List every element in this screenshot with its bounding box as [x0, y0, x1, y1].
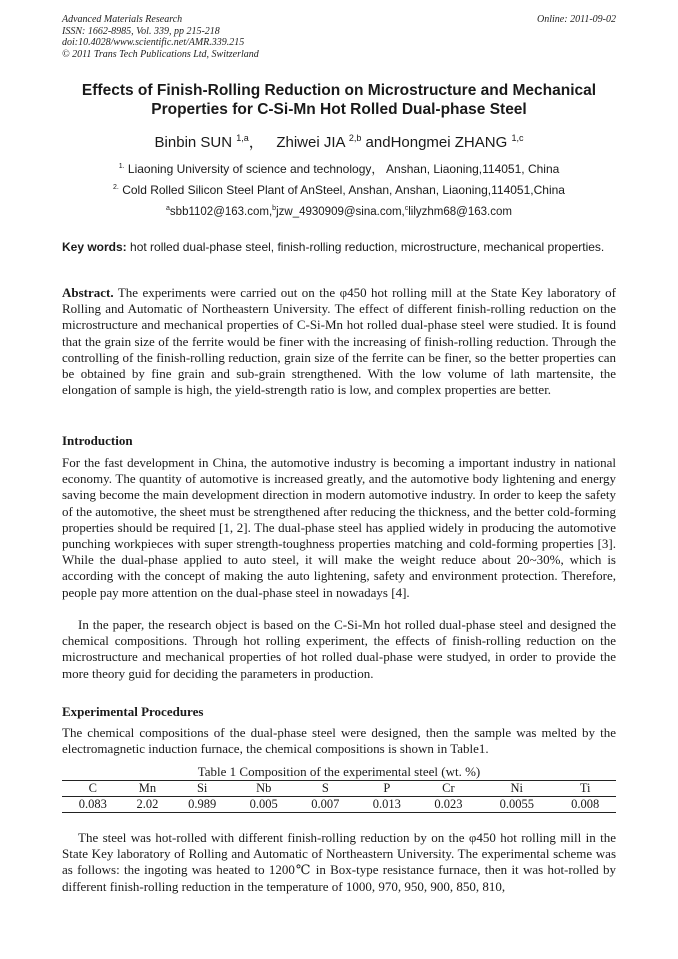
- keywords-text: hot rolled dual-phase steel, finish-rolling reduction, microstructure, mechanical properties.: [126, 240, 605, 254]
- affiliation-number: 2.: [113, 184, 119, 191]
- affiliation-number: 1.: [118, 163, 125, 170]
- email-link[interactable]: lilyzhm68@163.com: [408, 205, 512, 218]
- author-separator: and: [361, 134, 391, 151]
- experimental-paragraph-1: The chemical compositions of the dual-phase steel were designed, then the sample was melted by the electromagnetic induction furnace, the chemical compositions is shown in Table1.: [62, 725, 616, 757]
- email-link[interactable]: sbb1102@163.com,: [169, 205, 273, 218]
- table-cell: 0.989: [171, 797, 233, 813]
- table-header-cell: C: [62, 781, 124, 797]
- author-affiliation-mark: 2,b: [348, 133, 362, 143]
- journal-issn: ISSN: 1662-8985, Vol. 339, pp 215-218: [62, 25, 220, 37]
- author-affiliation-mark: 1,c: [511, 133, 524, 143]
- introduction-heading: Introduction: [62, 433, 133, 448]
- affiliation-2: [62, 183, 616, 197]
- author-name: Hongmei ZHANG: [390, 134, 508, 151]
- introduction-paragraph-1: For the fast development in China, the automotive industry is becoming a important industry in national economy. The quantity of automotive is increased greatly, and the automotive body lightening and energy saving become the main development direction in modern automotive industry. In order to keep the safety of the automotive, the sheet must be strengthened after reducing the thickness, and the better cold-forming properties should be required [1, 2]. The dual-phase steel has applied widely in producing the automotive punching workpieces with super strength-toughness properties matching and cold-forming properties [3]. While the dual-phase applied to auto steel, it will make the weight reduce about 20~30%, which is according with the concept of making the auto lightening, safety and environment protection. Therefore, people pay more attention on the dual-phase steel in nowadays [4].: [62, 455, 616, 600]
- experimental-heading: Experimental Procedures: [62, 704, 204, 719]
- email-link[interactable]: jzw_4930909@sina.com,: [276, 205, 405, 218]
- table-cell: 0.008: [554, 797, 616, 813]
- journal-name: Advanced Materials Research: [62, 14, 183, 25]
- journal-doi: doi:10.4028/www.scientific.net/AMR.339.215: [62, 37, 245, 48]
- table-header-cell: Cr: [418, 781, 480, 797]
- affiliation-text: Liaoning University of science and technology， Anshan, Liaoning,114051, China: [127, 162, 560, 176]
- table-cell: 0.083: [62, 797, 124, 813]
- table-cell: 0.005: [233, 797, 295, 813]
- abstract: [62, 285, 616, 398]
- table-header-cell: Ni: [479, 781, 554, 797]
- table-header-cell: Mn: [124, 781, 172, 797]
- email-mark: a: [166, 205, 170, 212]
- table-header-row: [62, 781, 616, 797]
- author-emails: [62, 205, 616, 218]
- introduction-paragraph-2: In the paper, the research object is based on the C-Si-Mn hot rolled dual-phase steel and designed the chemical compositions. Through hot rolling experiment, the effects of finish-rolling reduction on the microstructure and mechanical properties of hot rolled dual-phase were studyed, in order to provide the more theory guid for deciding the parameters in production.: [62, 617, 616, 681]
- table-cell: 0.013: [356, 797, 418, 813]
- table-header-cell: P: [356, 781, 418, 797]
- journal-copyright: © 2011 Trans Tech Publications Ltd, Switzerland: [62, 48, 259, 60]
- table-cell: 0.023: [418, 797, 480, 813]
- abstract-label: Abstract.: [62, 285, 114, 300]
- table-cell: 2.02: [124, 797, 172, 813]
- paper-title: Effects of Finish-Rolling Reduction on Microstructure and Mechanical Properties for C-Si-Mn Hot Rolled Dual-phase Steel: [81, 82, 597, 118]
- table-cell: 0.0055: [479, 797, 554, 813]
- online-date: Online: 2011-09-02: [537, 14, 616, 25]
- keywords: [62, 240, 616, 254]
- table-header-cell: Si: [171, 781, 233, 797]
- email-mark: b: [272, 205, 277, 212]
- affiliation-text: Cold Rolled Silicon Steel Plant of AnSteel, Anshan, Anshan, Liaoning,114051,China: [122, 183, 565, 197]
- table-caption: Table 1 Composition of the experimental steel (wt. %): [197, 764, 481, 779]
- table-cell: 0.007: [295, 797, 357, 813]
- author-affiliation-mark: 1,a: [236, 133, 249, 143]
- author-name: Binbin SUN: [154, 134, 233, 151]
- email-mark: c: [404, 205, 409, 212]
- table-header-cell: Nb: [233, 781, 295, 797]
- abstract-text: The experiments were carried out on the φ450 hot rolling mill at the State Key laboratory of Rolling and Automatic of Northeastern University. The effect of different finish-rolling reduction on the microstructure and mechanical properties of C-Si-Mn hot rolled dual-phase steel were studied. It is found that the grain size of the ferrite would be finer with the increasing of finish-rolling reduction. Through the controlling of the finish-rolling reduction, grain size of the ferrite can be finer, so the better properties can be obtained by fine grain and sub-grain strengthened. With the low volume of lath martensite, the elongation of sample is high, the yield-strength ratio is low, and complex properties are better.: [62, 285, 616, 398]
- table-header-cell: Ti: [554, 781, 616, 797]
- experimental-paragraph-2: The steel was hot-rolled with different finish-rolling reduction by on the φ450 hot rolling mill in the State Key laboratory of Rolling and Automatic of Northeastern University. The experimental scheme was as follows: the ingoting was heated to 1200℃ in Box-type resistance furnace, then it was hot-rolled by different finish-rolling reduction in the temperature of 1000, 970, 950, 900, 850, 810,: [62, 830, 616, 894]
- author-list: [62, 131, 616, 152]
- table-row: [62, 797, 616, 813]
- journal-header: [62, 14, 616, 60]
- keywords-label: Key words:: [62, 240, 127, 254]
- composition-table: [62, 780, 616, 813]
- affiliation-1: [62, 160, 616, 177]
- author-name: Zhiwei JIA: [276, 134, 345, 151]
- table-header-cell: S: [295, 781, 357, 797]
- author-separator: ，: [248, 134, 264, 151]
